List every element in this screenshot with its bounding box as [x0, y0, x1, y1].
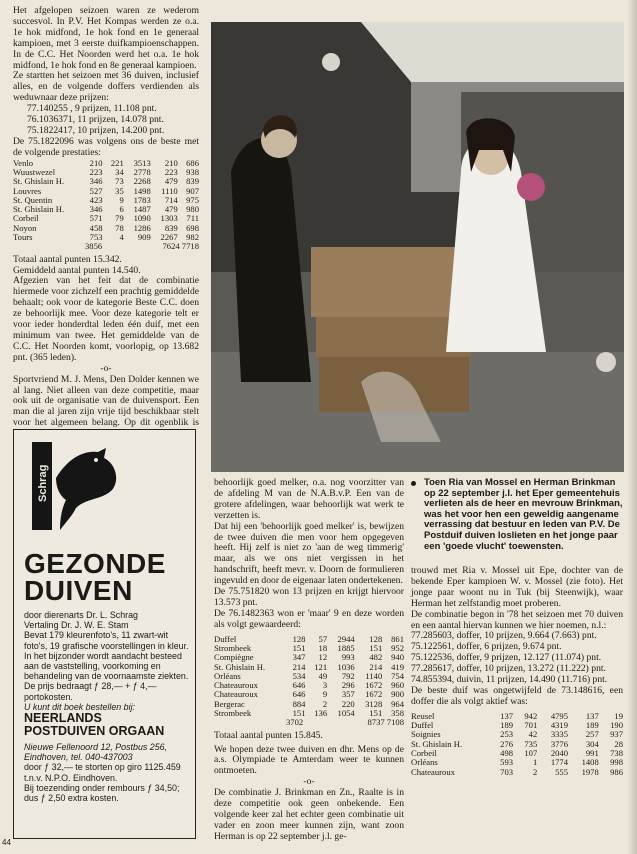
result-cell: 2040	[550, 747, 568, 758]
race-location: Chateauroux	[214, 680, 258, 691]
result-cell: 423	[89, 194, 103, 205]
result-cell: 151	[292, 708, 306, 719]
result-cell: 304	[585, 738, 599, 749]
result-cell: 49	[318, 670, 328, 681]
race-location: Soignies	[411, 729, 441, 740]
result-cell: 346	[89, 176, 103, 187]
race-location: Venlo	[13, 157, 34, 168]
list-item: 74.855394, duivin, 11 prijzen, 14.490 (11.716) pnt.	[411, 674, 608, 686]
result-cell: 419	[391, 661, 404, 672]
result-cell: 980	[186, 204, 199, 215]
race-location: Bergerac	[214, 698, 245, 709]
result-cell: 738	[610, 747, 623, 758]
result-cell: 839	[186, 176, 199, 187]
result-cell: 938	[186, 166, 199, 177]
result-cell: 19	[614, 710, 623, 721]
paragraph: behoorlijk goed melker, o.a. nog voorzitter van de afdeling M van de N.A.B.v.P. Een van de grotere afdelingen, waar behoorlijk wat werk te verzetten is.	[214, 477, 404, 521]
result-cell: 57	[318, 633, 328, 644]
total-line: Totaal aantal punten 15.342.	[13, 253, 122, 265]
column-right	[411, 566, 623, 848]
ad-title-line1: GEZONDE	[24, 548, 166, 579]
result-cell: 257	[585, 729, 599, 740]
prize-line: 76.1036371, 11 prijzen, 14.078 pnt.	[27, 114, 164, 126]
paragraph: Afgezien van het feit dat de combinatie hiermede voor zichzelf een prachtig gemiddelde behaalt; ook voor de kategorie Beste C.C. doen ze behoorlijk mee. Voor deze kategorie telt er voor ieder honderdtal leden één duif, met een minimum van twee. Het gemiddelde van de C.C. Het Noorden komt, voorlopig, op 13.682 pnt. (365 leden).	[13, 275, 199, 363]
result-cell: 12	[318, 652, 328, 663]
total-line: Totaal aantal punten 15.845.	[214, 729, 323, 741]
result-cell: 137	[500, 710, 514, 721]
result-cell: 792	[341, 670, 355, 681]
result-cell: 2268	[133, 176, 151, 187]
ad-order-line: U kunt dit boek bestellen bij:	[24, 701, 136, 712]
result-cell: 1054	[337, 708, 355, 719]
result-cell: 2	[532, 766, 538, 777]
result-cell: 1672	[365, 689, 383, 700]
logo-text: Schrag	[37, 464, 49, 502]
result-cell: 73	[115, 176, 124, 187]
race-location: Wuustwezel	[13, 166, 56, 177]
result-cell: 1110	[161, 185, 178, 196]
race-location: Duffel	[411, 720, 434, 731]
result-cell: 9	[322, 689, 328, 700]
result-cell: 909	[137, 232, 151, 243]
result-cell: 34	[115, 166, 124, 177]
race-location: Reusel	[411, 710, 435, 721]
race-location: Noyon	[13, 222, 37, 233]
table-row	[411, 768, 623, 777]
race-location: St. Ghislain H.	[214, 661, 266, 672]
average-line: Gemiddeld aantal punten 14.540.	[13, 264, 141, 276]
results-table	[214, 635, 404, 719]
result-cell: 2267	[160, 232, 178, 243]
result-cell: 210	[89, 157, 103, 168]
result-cell: 479	[164, 204, 178, 215]
separator: -o-	[303, 776, 315, 788]
list-item: 77.285617, doffer, 10 prijzen, 13.272 (11.222) pnt.	[411, 663, 606, 675]
result-cell: 221	[110, 157, 124, 168]
result-cell: 900	[391, 689, 404, 700]
result-cell: 646	[292, 689, 306, 700]
result-cell: 121	[314, 661, 328, 672]
result-cell: 646	[292, 680, 306, 691]
result-cell: 1498	[133, 185, 151, 196]
ad-address1: Nieuwe Fellenoord 12, Postbus 256,	[24, 742, 168, 753]
race-location: Compiègne	[214, 652, 254, 663]
ad-contents: Bevat 179 kleurenfoto's, 11 zwart-wit foto's, 19 grafische voorstellingen in kleur.	[24, 630, 189, 651]
result-cell: 128	[369, 633, 383, 644]
race-location: Strombeek	[214, 642, 252, 653]
result-cell: 960	[391, 680, 404, 691]
result-cell: 479	[164, 176, 178, 187]
result-cell: 1140	[365, 670, 383, 681]
result-cell: 253	[500, 729, 514, 740]
result-cell: 42	[528, 729, 538, 740]
result-cell: 220	[341, 698, 355, 709]
race-location: Chateauroux	[214, 689, 258, 700]
result-cell: 2	[322, 698, 328, 709]
result-cell: 107	[524, 747, 538, 758]
prize-line: 77.140255 , 9 prijzen, 11.108 pnt.	[27, 103, 157, 115]
result-cell: 937	[610, 729, 623, 740]
result-cell: 884	[292, 698, 306, 709]
result-cell: 4795	[550, 710, 568, 721]
result-cell: 223	[89, 166, 103, 177]
wedding-photo	[211, 22, 624, 472]
result-cell: 357	[341, 689, 355, 700]
photo-caption	[411, 478, 623, 552]
pigeon-logo-icon	[26, 438, 124, 538]
result-cell: 4319	[550, 720, 568, 731]
column-middle	[214, 478, 404, 848]
race-location: Duffel	[214, 633, 237, 644]
bullet-icon	[411, 481, 416, 486]
intro-paragraph: Het afgelopen seizoen waren ze wederom succesvol. In P.V. Het Kompas werden ze o.a. 1e hok midfond, 1e hok fond en 1e generaal kampioen, met 3 eerste duifkampioenschappen. In de C.C. Het Noorden werd het o.a. 1e hok midfond, 1e hok fond en 8e generaal kampioen.	[13, 5, 199, 71]
result-cell: 151	[369, 708, 383, 719]
result-cell: 214	[292, 661, 306, 672]
ad-translation: Vertaling Dr. J. W. E. Stam	[24, 620, 129, 631]
result-cell: 1487	[133, 204, 151, 215]
ad-address2: Eindhoven, tel. 040-437003	[24, 752, 133, 763]
separator: -o-	[100, 362, 112, 374]
result-cell: 223	[164, 166, 178, 177]
result-cell: 1090	[133, 213, 151, 224]
list-item: 77.285603, doffer, 10 prijzen, 9.664 (7.663) pnt.	[411, 630, 597, 642]
result-cell: 571	[89, 213, 103, 224]
result-cell: 9	[119, 194, 124, 205]
race-location: St. Ghislain H.	[13, 176, 65, 187]
ad-author: door dierenarts Dr. L. Schrag	[24, 610, 138, 620]
paragraph: Sportvriend M. J. Mens, Den Dolder kennen we al lang. Niet alleen van deze competitie, maar ook uit de organisatie van de duivensport. Een man die al jaren zijn vrije tijd beschikbaar stelt voor het algemeen belang. Op dit ogenblik is	[13, 373, 199, 429]
column-left	[13, 5, 199, 429]
total-distance: 3856	[85, 241, 103, 252]
result-cell: 210	[164, 157, 178, 168]
result-cell: 2778	[133, 166, 151, 177]
ad-org-line1: NEERLANDS	[24, 711, 102, 726]
result-cell: 1783	[133, 194, 151, 205]
ad-description: In het bijzonder wordt aandacht besteed aan de vaststelling, voorkoming en behandeling van de voornaamste ziekten.	[24, 650, 189, 682]
result-cell: 6	[119, 204, 124, 215]
result-cell: 998	[610, 757, 623, 768]
result-cell: 3776	[550, 738, 568, 749]
result-cell: 1408	[581, 757, 599, 768]
result-cell: 686	[186, 157, 199, 168]
list-item: 75.122561, doffer, 6 prijzen, 9.674 pnt.	[411, 641, 562, 653]
paragraph: De combinatie begon in '78 het seizoen met 70 duiven en een aantal hiervan kunnen we hier noemen, n.l.:	[411, 608, 623, 631]
result-cell: 907	[186, 185, 199, 196]
results-table	[411, 712, 623, 777]
ad-price: De prijs bedraagt ƒ 28,— + ƒ 4,— portokosten.	[24, 681, 157, 702]
ad-title-line2: DUIVEN	[24, 575, 133, 606]
result-cell: 35	[115, 185, 124, 196]
result-cell: 3128	[365, 698, 383, 709]
pigeon-list	[411, 631, 623, 686]
race-location: St. Ghislain H.	[13, 204, 65, 215]
result-cell: 151	[292, 642, 306, 653]
result-cell: 28	[614, 738, 623, 749]
result-cell: 1885	[337, 642, 355, 653]
result-cell: 189	[500, 720, 514, 731]
paragraph: De 76.1482363 won er 'maar' 9 en deze worden als volgt gewaardeerd:	[214, 607, 404, 630]
result-cell: 79	[115, 213, 124, 224]
paragraph: Ze startten het seizoen met 36 duiven, inclusief alles, en de volgende doffers verdienden als weduwnaar deze prijzen:	[13, 70, 199, 104]
result-cell: 78	[115, 222, 124, 233]
result-cell: 711	[186, 213, 199, 224]
race-location: Strombeek	[214, 708, 252, 719]
result-cell: 482	[369, 652, 383, 663]
result-cell: 839	[164, 222, 178, 233]
page-number: 44	[2, 838, 11, 847]
result-cell: 3513	[133, 157, 151, 168]
result-cell: 698	[186, 222, 199, 233]
result-cell: 861	[391, 633, 404, 644]
paragraph: De 75.1822096 was volgens ons de beste met de volgende prestaties:	[13, 135, 199, 158]
result-cell: 137	[585, 710, 599, 721]
race-location: St. Quentin	[13, 194, 53, 205]
result-cell: 3335	[550, 729, 568, 740]
result-cell: 993	[341, 652, 355, 663]
result-cell: 991	[585, 747, 599, 758]
result-cell: 735	[524, 738, 538, 749]
result-cell: 555	[555, 766, 568, 777]
result-cell: 2944	[337, 633, 355, 644]
ad-title	[24, 550, 189, 604]
result-cell: 358	[391, 708, 404, 719]
total-points: 8737 7108	[367, 717, 404, 728]
result-cell: 1978	[581, 766, 599, 777]
result-cell: 1	[532, 757, 538, 768]
list-item: 75.122536, doffer, 9 prijzen, 12.127 (11.074) pnt.	[411, 652, 602, 664]
prize-line: 75.1822417, 10 prijzen, 14.200 pnt.	[27, 124, 165, 136]
ad-rembours: Bij toezending onder rembours ƒ 34,50; dus ƒ 2,50 extra kosten.	[24, 782, 180, 804]
result-cell: 498	[500, 747, 514, 758]
result-cell: 128	[292, 633, 306, 644]
ad-payment: door ƒ 32,— te storten op giro 1125.459 t.n.v. N.P.O. Eindhoven.	[24, 762, 181, 783]
result-cell: 214	[369, 661, 383, 672]
race-location: Chateauroux	[411, 766, 455, 777]
result-cell: 952	[391, 642, 404, 653]
result-cell: 527	[89, 185, 103, 196]
result-cell: 190	[610, 720, 623, 731]
result-cell: 3	[322, 680, 328, 691]
race-location: Tours	[13, 232, 33, 243]
result-cell: 534	[292, 670, 306, 681]
result-cell: 753	[89, 232, 103, 243]
result-cell: 982	[186, 232, 199, 243]
total-points: 7624 7718	[162, 241, 199, 252]
race-location: St. Ghislain H.	[411, 738, 463, 749]
result-cell: 189	[585, 720, 599, 731]
book-advertisement	[13, 429, 196, 839]
photo-illustration	[211, 22, 624, 472]
results-table	[13, 159, 199, 243]
race-location: Corbeil	[13, 213, 39, 224]
paragraph: De combinatie J. Brinkman en Zn., Raalte is in deze competitie ook geen onbekende. Een volgende keer zal het echter geen combinatie uit vader en zoon meer kunnen zijn, want zoon Herman is op 22 september j.l. ge-	[214, 787, 404, 842]
result-cell: 136	[314, 708, 328, 719]
result-cell: 1303	[160, 213, 178, 224]
result-cell: 1672	[365, 680, 383, 691]
paragraph: Dat hij een 'behoorlijk goed melker' is, bewijzen de twee duiven die men voor hem opgegeven heeft. Hij zelf is niet zo 'aan de weg timmerig' maar, als we ons niet vergissen in het handschrift, heeft mevr. v. Doorn de formulieren ingevuld en door de eigenaar laten ondertekenen.	[214, 520, 404, 587]
result-cell: 940	[391, 652, 404, 663]
result-cell: 1036	[337, 661, 355, 672]
result-cell: 714	[164, 194, 178, 205]
ad-body	[24, 610, 191, 803]
result-cell: 276	[500, 738, 514, 749]
result-cell: 975	[186, 194, 199, 205]
result-cell: 1774	[550, 757, 568, 768]
result-cell: 151	[369, 642, 383, 653]
result-cell: 942	[524, 710, 538, 721]
result-cell: 754	[391, 670, 404, 681]
total-distance: 3702	[286, 717, 304, 728]
ad-org-line2: POSTDUIVEN ORGAAN	[24, 723, 165, 738]
result-cell: 458	[89, 222, 103, 233]
result-cell: 701	[524, 720, 538, 731]
result-cell: 986	[610, 766, 623, 777]
race-location: Orléans	[214, 670, 241, 681]
paragraph: De beste duif was ongetwijfeld de 73.148616, een doffer die als volgt aktief was:	[411, 684, 623, 707]
result-cell: 1286	[133, 222, 151, 233]
result-cell: 296	[341, 680, 355, 691]
result-cell: 593	[500, 757, 514, 768]
result-cell: 703	[500, 766, 514, 777]
paragraph: trouwd met Ria v. Mossel uit Epe, dochter van de bekende Eper kampioen W. v. Mossel (zie foto). Het jonge paar woont nu in Tuk (bij Steenwijk), waar Herman het zelfstandig moet proberen.	[411, 565, 623, 609]
race-location: Corbeil	[411, 747, 437, 758]
result-cell: 964	[391, 698, 404, 709]
result-cell: 18	[318, 642, 328, 653]
result-cell: 347	[292, 652, 306, 663]
page-edge	[627, 0, 637, 854]
race-location: Louvres	[13, 185, 42, 196]
caption-text: Toen Ria van Mossel en Herman Brinkman op 22 september j.l. het Eper gemeentehuis verlieten als de heer en mevrouw Brinkman, was het voor hen een geweldig aangename verrassing dat bestuur en leden van P.V. De Postduif duiven loslieten en het jonge paar een 'goede vlucht' toewensten.	[424, 477, 623, 552]
result-cell: 4	[119, 232, 124, 243]
paragraph: We hopen deze twee duiven en dhr. Mens op de a.s. Olympiade te Amterdam weer te kunnen ontmoeten.	[214, 743, 404, 777]
race-location: Orléans	[411, 757, 438, 768]
paragraph: De 75.751820 won 13 prijzen en krijgt hiervoor 13.573 pnt.	[214, 586, 404, 608]
result-cell: 346	[89, 204, 103, 215]
